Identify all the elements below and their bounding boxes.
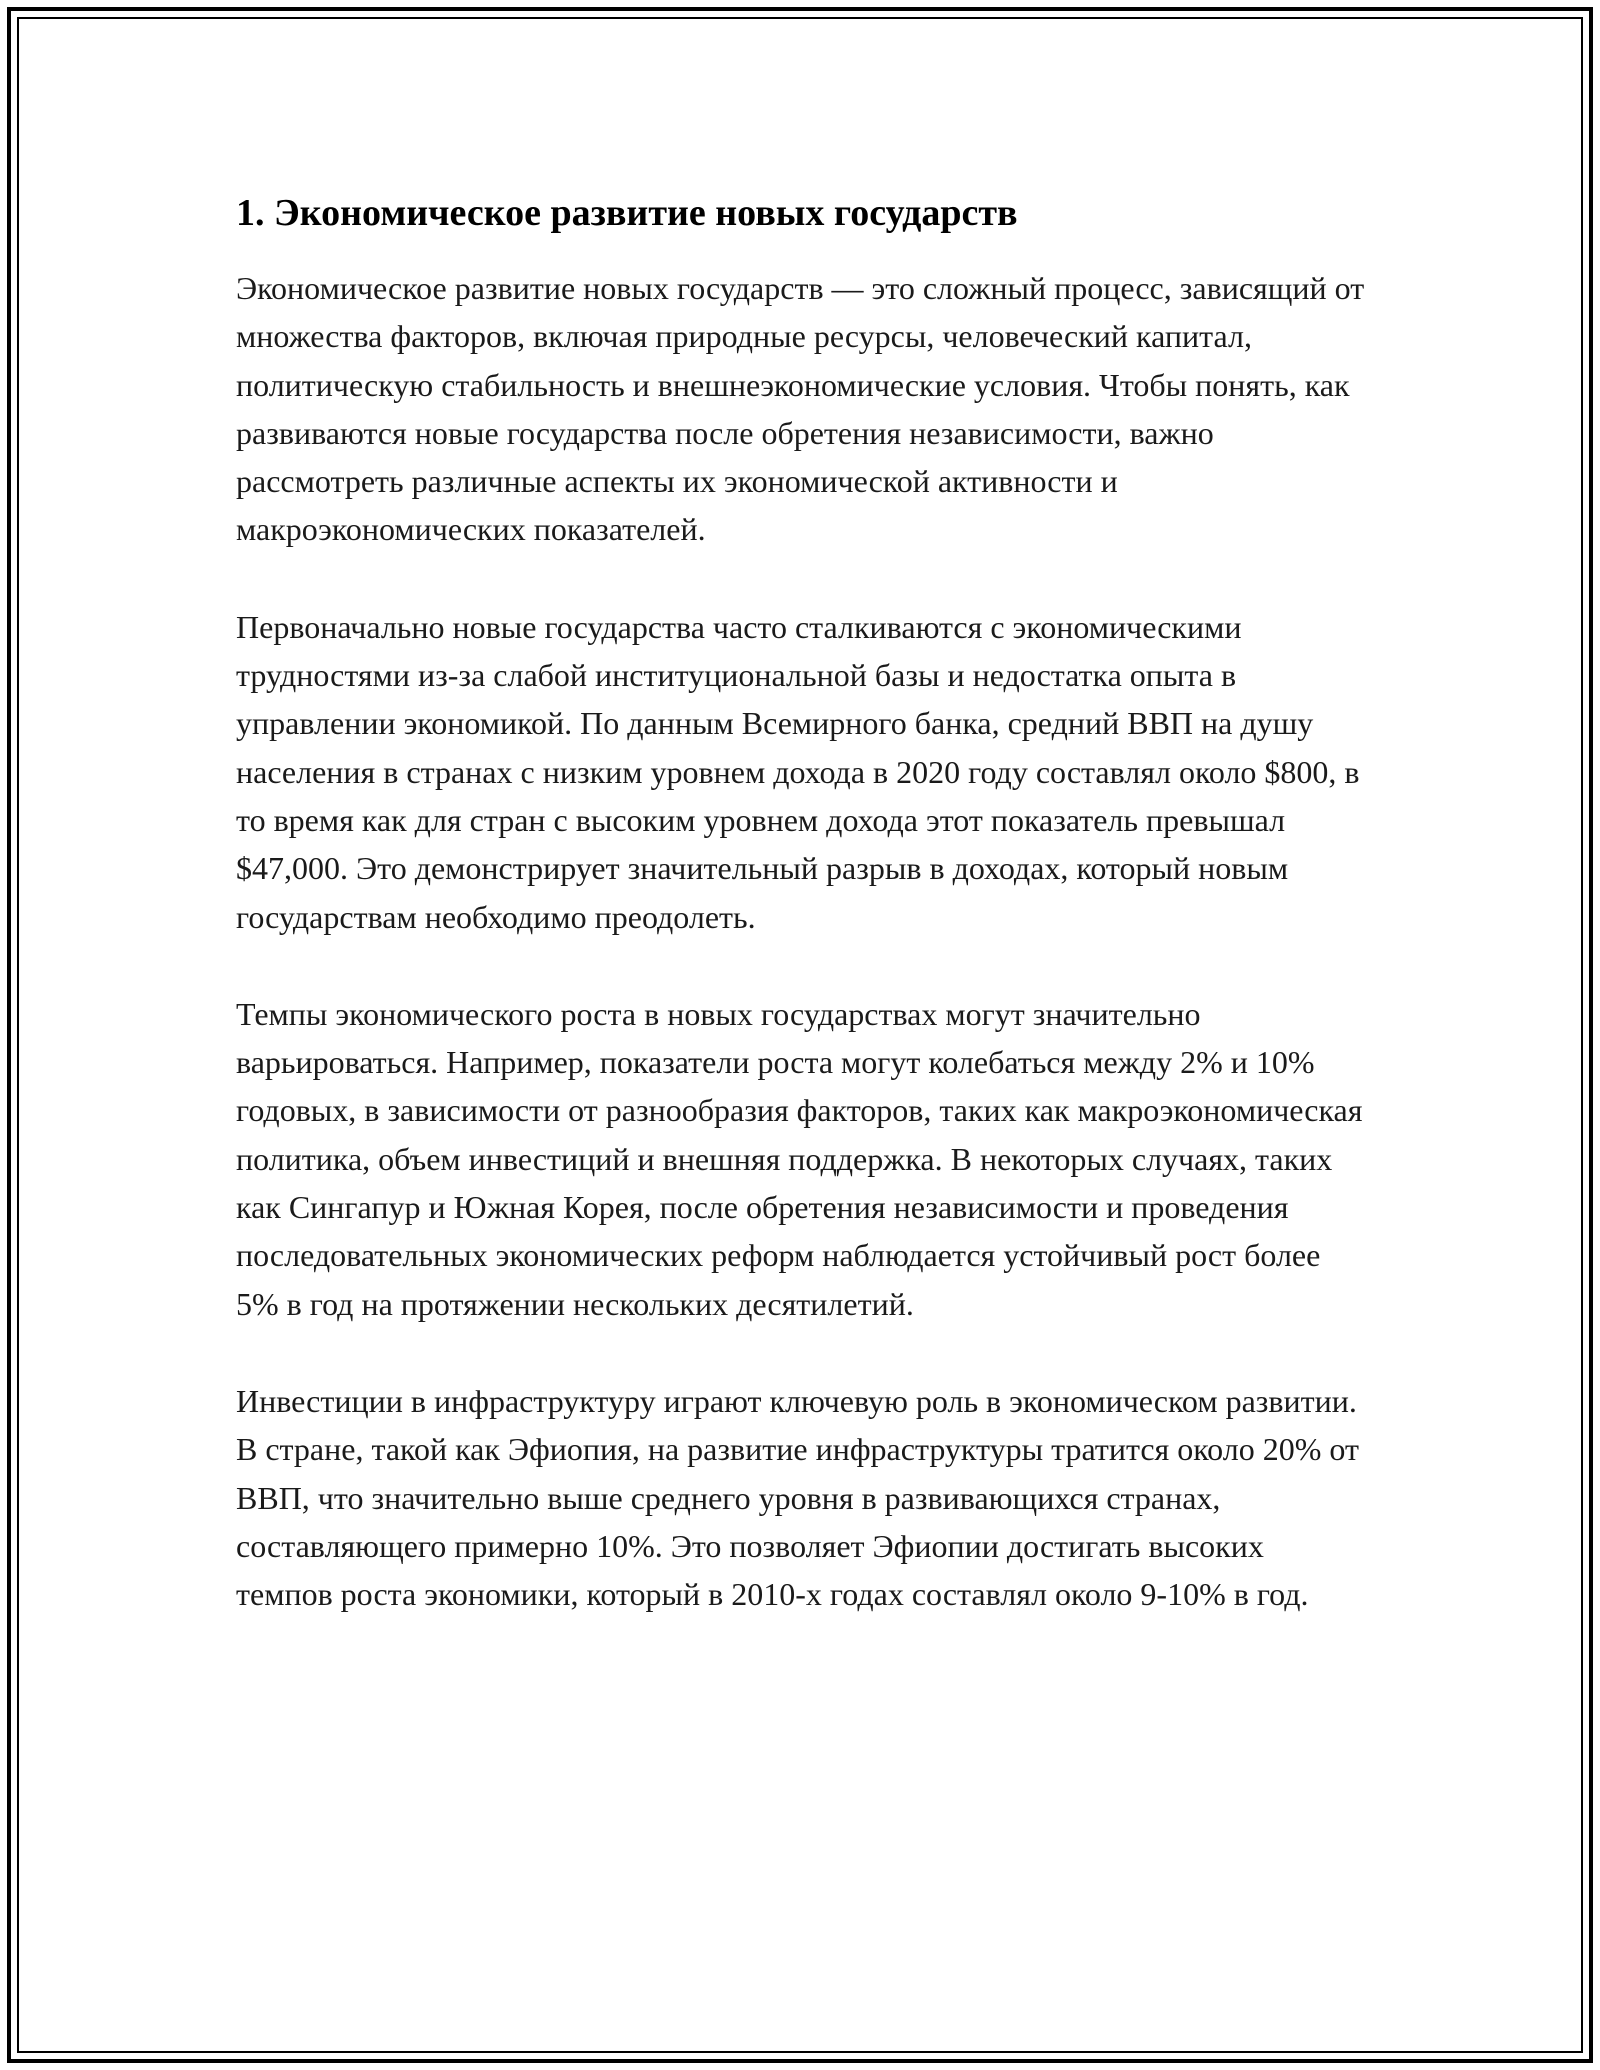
paragraph-infrastructure: Инвестиции в инфраструктуру играют ключевую роль в экономическом развитии. В стране, такой как Эфиопия, на развитие инфраструктуры тратится около 20% от ВВП, что значительно выше среднего уровня в развивающихся странах, составляющего примерно 10%. Это позволяет Эфиопии достигать высоких темпов роста экономики, который в 2010-х годах составлял около 9-10% в год. [236,1382,1359,1613]
section-heading: 1. Экономическое развитие новых государств [236,192,1018,234]
paragraph-growth-rates: Темпы экономического роста в новых государствах могут значительно варьироваться. Например, показатели роста могут колебаться между 2% и 10% годовых, в зависимости от разнообразия факторов, таких как макроэкономическая политика, объем инвестиций и внешняя поддержка. В некоторых случаях, таких как Сингапур и Южная Корея, после обретения независимости и проведения последовательных экономических реформ наблюдается устойчивый рост более 5% в год на протяжении нескольких десятилетий. [236,995,1363,1322]
document-body [236,188,1366,1667]
paragraph-intro: Экономическое развитие новых государств — это сложный процесс, зависящий от множества факторов, включая природные ресурсы, человеческий капитал, политическую стабильность и внешнеэкономические условия. Чтобы понять, как развиваются новые государства после обретения независимости, важно рассмотреть различные аспекты их экономической активности и макроэкономических показателей. [236,270,1365,548]
paragraph-initial-difficulties: Первоначально новые государства часто сталкиваются с экономическими трудностями из-за слабой институциональной базы и недостатка опыта в управлении экономикой. По данным Всемирного банка, средний ВВП на душу населения в странах с низким уровнем дохода в 2020 году составлял около $800, в то время как для стран с высоким уровнем дохода этот показатель превышал $47,000. Это демонстрирует значительный разрыв в доходах, который новым государствам необходимо преодолеть. [236,608,1360,935]
